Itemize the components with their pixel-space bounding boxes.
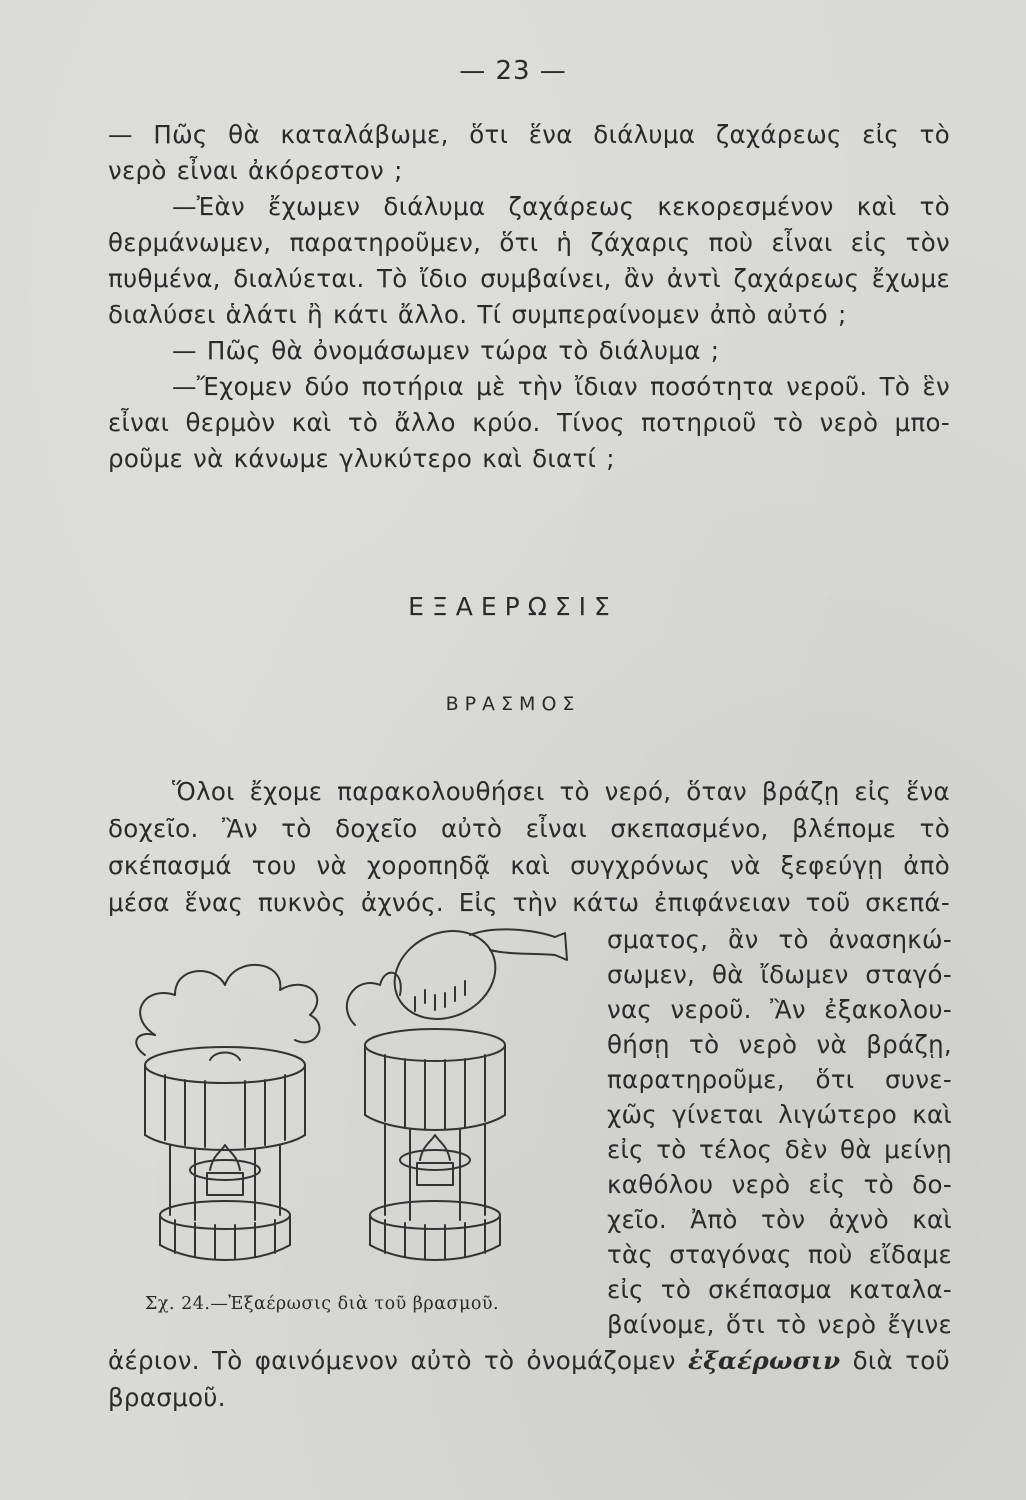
column-line: χῶς γίνεται λιγώτερο καὶ	[607, 1100, 952, 1129]
steam-cloud-right	[347, 973, 401, 1025]
body-line: βρασμοῦ.	[108, 1383, 226, 1412]
page-number: — 23 —	[459, 56, 567, 86]
column-line: χεῖο. Ἀπὸ τὸν ἀχνὸ καὶ	[607, 1205, 952, 1234]
column-line: σωμεν, θὰ ἴδωμεν σταγό-	[607, 960, 952, 989]
steam-wisp-left	[136, 1034, 155, 1055]
subsection-title: ΒΡΑΣΜΟΣ	[445, 693, 581, 715]
body-line: Ὅλοι ἔχομε παρακολουθήσει τὸ νερό, ὅταν βράζῃ εἰς ἕνα	[172, 777, 950, 806]
body-line: δοχεῖο. Ἂν τὸ δοχεῖο αὐτὸ εἶναι σκεπασμένο, βλέπομε τὸ	[108, 814, 950, 843]
lifted-lid	[380, 915, 510, 1035]
intro-line: — Πῶς θὰ καταλάβωμε, ὅτι ἕνα διάλυμα ζαχάρεως εἰς τὸ	[108, 120, 950, 149]
final-line-end: διὰ τοῦ	[852, 1346, 951, 1375]
pot-handle-left	[210, 1053, 240, 1061]
column-line: σματος, ἂν τὸ ἀνασηκώ-	[607, 925, 952, 954]
flame-left	[210, 1145, 240, 1170]
intro-line: —Ἐὰν ἔχωμεν διάλυμα ζαχάρεως κεκορεσμένον καὶ τὸ	[172, 192, 950, 221]
water-drops	[415, 981, 465, 1011]
section-title: ΕΞΑΕΡΩΣΙΣ	[408, 592, 618, 621]
column-line: τὰς σταγόνας ποὺ εἴδαμε	[607, 1240, 952, 1269]
column-line: εἰς τὸ σκέπασμα καταλα-	[607, 1275, 952, 1304]
column-line: θήσῃ τὸ νερὸ νὰ βράζῃ,	[607, 1030, 952, 1059]
final-line-start: ἀέριον. Τὸ φαινόμενον αὐτὸ τὸ ὀνομάζομεν	[108, 1346, 676, 1375]
column-line: βαίνομε, ὅτι τὸ νερὸ ἔγινε	[607, 1310, 952, 1339]
column-line: εἰς τὸ τέλος δὲν θὰ μείνῃ	[607, 1135, 952, 1164]
flame-right	[420, 1135, 450, 1160]
boiling-illustration	[115, 915, 595, 1285]
term-exaerosis: ἐξαέρωσιν	[688, 1346, 841, 1375]
intro-line: εἶναι θερμὸν καὶ τὸ ἄλλο κρύο. Τίνος ποτηριοῦ τὸ νερὸ μπο-	[108, 408, 950, 437]
hand	[470, 929, 567, 960]
boiling-stoves-drawing	[115, 915, 595, 1285]
steam-cloud-left	[140, 965, 319, 1042]
intro-line: ροῦμε νὰ κάνωμε γλυκύτερο καὶ διατί ;	[108, 444, 615, 473]
intro-line: πυθμένα, διαλύεται. Τὸ ἴδιο συμβαίνει, ἂν ἀντὶ ζαχάρεως ἔχωμε	[108, 264, 950, 293]
intro-line: —Ἔχομεν δύο ποτήρια μὲ τὴν ἴδιαν ποσότητα νεροῦ. Τὸ ἓν	[172, 372, 950, 401]
column-line: καθόλου νερὸ εἰς τὸ δο-	[607, 1170, 952, 1199]
intro-line: διαλύσει ἁλάτι ἢ κάτι ἄλλο. Τί συμπεραίνομεν ἀπὸ αὐτό ;	[108, 300, 847, 329]
intro-line: νερὸ εἶναι ἀκόρεστον ;	[108, 156, 403, 185]
body-line: σκέπασμά του νὰ χοροπηδᾷ καὶ συγχρόνως νὰ ξεφεύγῃ ἀπὸ	[108, 851, 950, 880]
column-line: νας νεροῦ. Ἂν ἐξακολου-	[607, 995, 952, 1024]
figure-caption: Σχ. 24.—Ἐξαέρωσις διὰ τοῦ βρασμοῦ.	[145, 1294, 500, 1314]
intro-line: θερμάνωμεν, παρατηροῦμεν, ὅτι ἡ ζάχαρις ποὺ εἶναι εἰς τὸν	[108, 228, 950, 257]
burner-left	[190, 1160, 260, 1180]
body-line	[108, 1346, 950, 1376]
column-line: παρατηροῦμε, ὅτι συνε-	[607, 1065, 952, 1094]
intro-line: — Πῶς θὰ ὀνομάσωμεν τώρα τὸ διάλυμα ;	[172, 336, 720, 365]
body-line: μέσα ἕνας πυκνὸς ἀχνός. Εἰς τὴν κάτω ἐπιφάνειαν τοῦ σκεπά-	[108, 888, 950, 917]
